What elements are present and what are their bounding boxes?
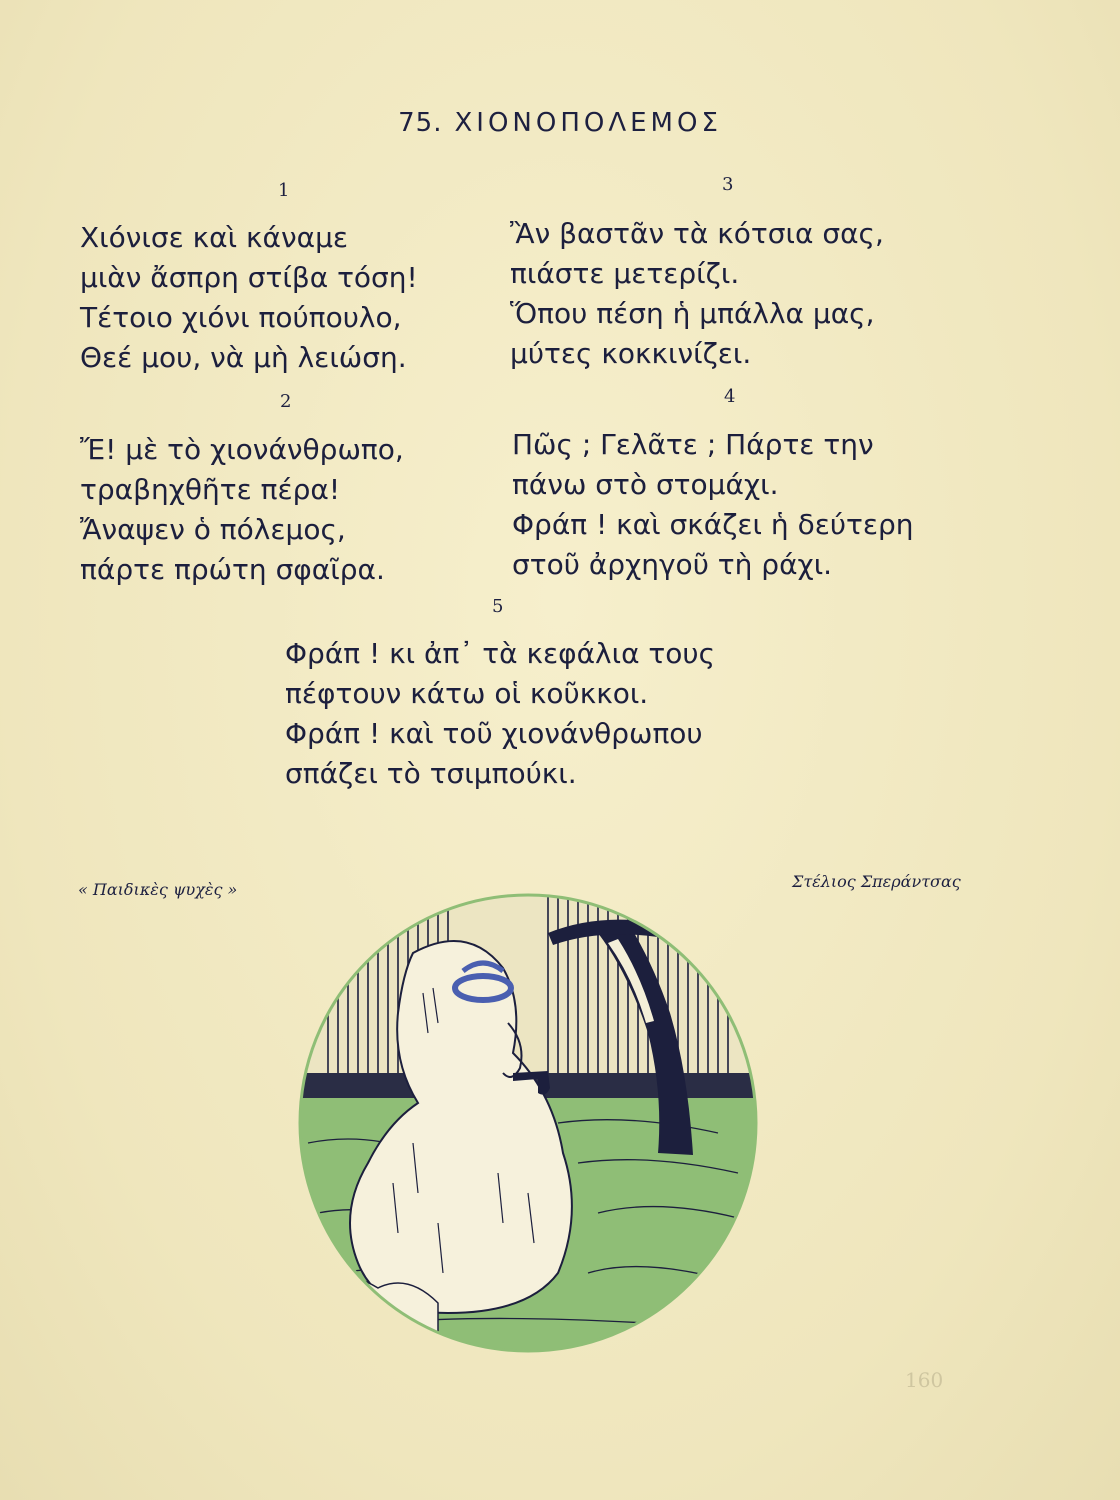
stanza-2: [80, 430, 404, 590]
verse-line: πέφτουν κάτω οἱ κοῦκκοι.: [285, 677, 649, 710]
verse-line: Ἔ! μὲ τὸ χιονάνθρωπο,: [80, 433, 404, 466]
stanza-number-1: 1: [278, 180, 290, 201]
verse-line: Τέτοιο χιόνι πούπουλο,: [80, 301, 402, 334]
verse-line: σπάζει τὸ τσιμπούκι.: [285, 757, 577, 790]
verse-line: πάνω στὸ στομάχι.: [512, 468, 779, 501]
verse-line: Φράπ ! καὶ τοῦ χιονάνθρωπου: [285, 717, 703, 750]
stanza-number-4: 4: [724, 386, 736, 407]
verse-line: Φράπ ! καὶ σκάζει ἡ δεύτερη: [512, 508, 914, 541]
stanza-1: [80, 218, 418, 378]
poem-title-text: ΧΙΟΝΟΠΟΛΕΜΟΣ: [454, 108, 722, 138]
verse-line: στοῦ ἀρχηγοῦ τὴ ράχι.: [512, 548, 833, 581]
verse-line: πάρτε πρώτη σφαῖρα.: [80, 553, 385, 586]
verse-line: Ὅπου πέση ἡ μπάλλα μας,: [510, 297, 875, 330]
stanza-3: [510, 214, 884, 374]
stanza-5: [285, 634, 715, 794]
verse-line: μύτες κοκκινίζει.: [510, 337, 752, 370]
verse-line: Φράπ ! κι ἀπ᾽ τὰ κεφάλια τους: [285, 637, 716, 670]
snow-bushes: [298, 1277, 438, 1353]
stanza-4: [512, 425, 914, 585]
verse-line: Ἄναψεν ὁ πόλεμος,: [80, 513, 346, 546]
stanza-number-2: 2: [280, 391, 292, 412]
verse-line: μιὰν ἄσπρη στίβα τόση!: [80, 261, 418, 294]
author-name: Στέλιος Σπεράντσας: [792, 872, 961, 891]
poem-number: 75.: [398, 108, 443, 138]
verse-line: Θεέ μου, νὰ μὴ λειώση.: [80, 341, 407, 374]
verse-line: Ἂν βαστᾶν τὰ κότσια σας,: [510, 217, 884, 250]
verse-line: πιάστε μετερίζι.: [510, 257, 740, 290]
snowman-illustration: [298, 893, 758, 1353]
verse-line: Χιόνισε καὶ κάναμε: [80, 221, 349, 254]
verse-line: τραβηχθῆτε πέρα!: [80, 473, 341, 506]
verse-line: Πῶς ; Γελᾶτε ; Πάρτε την: [512, 428, 874, 461]
stanza-number-5: 5: [492, 596, 504, 617]
stanza-number-3: 3: [722, 174, 734, 195]
poem-title: [0, 108, 1120, 138]
source-citation: « Παιδικὲς ψυχὲς »: [78, 880, 238, 899]
page-number: 160: [905, 1368, 944, 1392]
